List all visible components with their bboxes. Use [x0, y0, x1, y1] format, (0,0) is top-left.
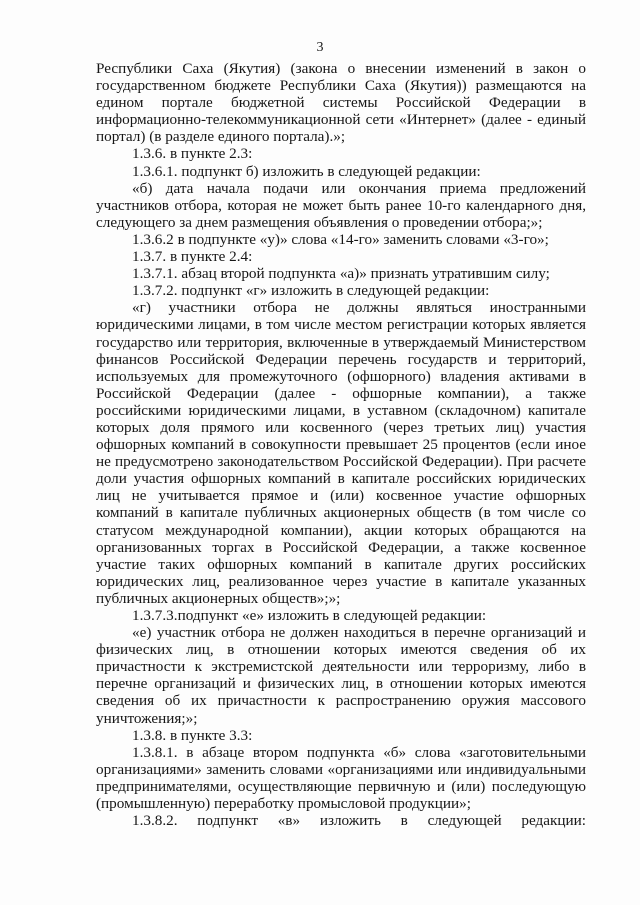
clause-1-3-8-1: 1.3.8.1. в абзаце втором подпункта «б» слова «заготовительными организациями» заменить словами «организациями или индивидуальными предпринимателями, осуществляющие первичную и (или) последующую (промышленную) переработку промысловой продукции»; [96, 743, 586, 813]
clause-1-3-8: 1.3.8. в пункте 3.3: [132, 726, 253, 744]
quoted-subitem-g: «г) участники отбора не должны являться иностранными юридическими лицами, в том числе местом регистрации которых является государство или территория, включенные в утверждаемый Министерством финансов Российской Федерации перечень государств и территорий, используемых для промежуточного (офшорного) владения активами в Российской Федерации (далее - офшорные компании), а также российскими юридическими лицами, в уставном (складочном) капитале которых доля прямого или косвенного (через третьих лиц) участия офшорных компаний в совокупности превышает 25 процентов (если иное не предусмотрено законодательством Российской Федерации). При расчете доли участия офшорных компаний в капитале российских юридических лиц не учитывается прямое и (или) косвенное участие офшорных компаний в капитале публичных акционерных обществ (в том числе со статусом международной компании), акции которых обращаются на организованных торгах в Российской Федерации, а также косвенное участие таких офшорных компаний в капитале других российских юридических лиц, реализованное через участие в капитале указанных публичных акционерных обществ»;»; [96, 299, 586, 607]
clause-1-3-7-1: 1.3.7.1. абзац второй подпункта «а)» признать утратившим силу; [132, 265, 550, 283]
quoted-subitem-e: «е) участник отбора не должен находиться в перечне организаций и физических лиц, в отношении которых имеются сведения об их причастности к экстремистской деятельности или терроризму, либо в перечне организаций и физических лиц, в отношении которых имеются сведения об их причастности к распространению оружия массового уничтожения;»; [96, 624, 586, 727]
page-number: 3 [316, 40, 324, 55]
clause-1-3-7-3: 1.3.7.3.подпункт «е» изложить в следующей редакции: [132, 607, 487, 624]
clause-1-3-6-1: 1.3.6.1. подпункт б) изложить в следующей редакции: [132, 162, 481, 180]
document-body [96, 60, 586, 829]
paragraph-continuation: Республики Саха (Якутия) (закона о внесении изменений в закон о государственном бюджете Республики Саха (Якутия)) размещаются на едином портале бюджетной системы Российской Федерации в информационно-телекоммуникационной сети «Интернет» (далее - единый портал) (в разделе единого портала).»; [96, 60, 586, 146]
clause-1-3-6: 1.3.6. в пункте 2.3: [132, 145, 253, 163]
clause-1-3-7: 1.3.7. в пункте 2.4: [132, 248, 253, 266]
clause-1-3-8-2: 1.3.8.2. подпункт «в» изложить в следующей редакции: [132, 812, 586, 830]
clause-1-3-7-2: 1.3.7.2. подпункт «г» изложить в следующей редакции: [132, 282, 490, 300]
clause-1-3-6-2: 1.3.6.2 в подпункте «у)» слова «14-го» заменить словами «3-го»; [132, 230, 549, 248]
quoted-subitem-b: «б) дата начала подачи или окончания приема предложений участников отбора, которая не может быть ранее 10-го календарного дня, следующего за днем размещения объявления о проведении отбора;»; [96, 179, 586, 231]
